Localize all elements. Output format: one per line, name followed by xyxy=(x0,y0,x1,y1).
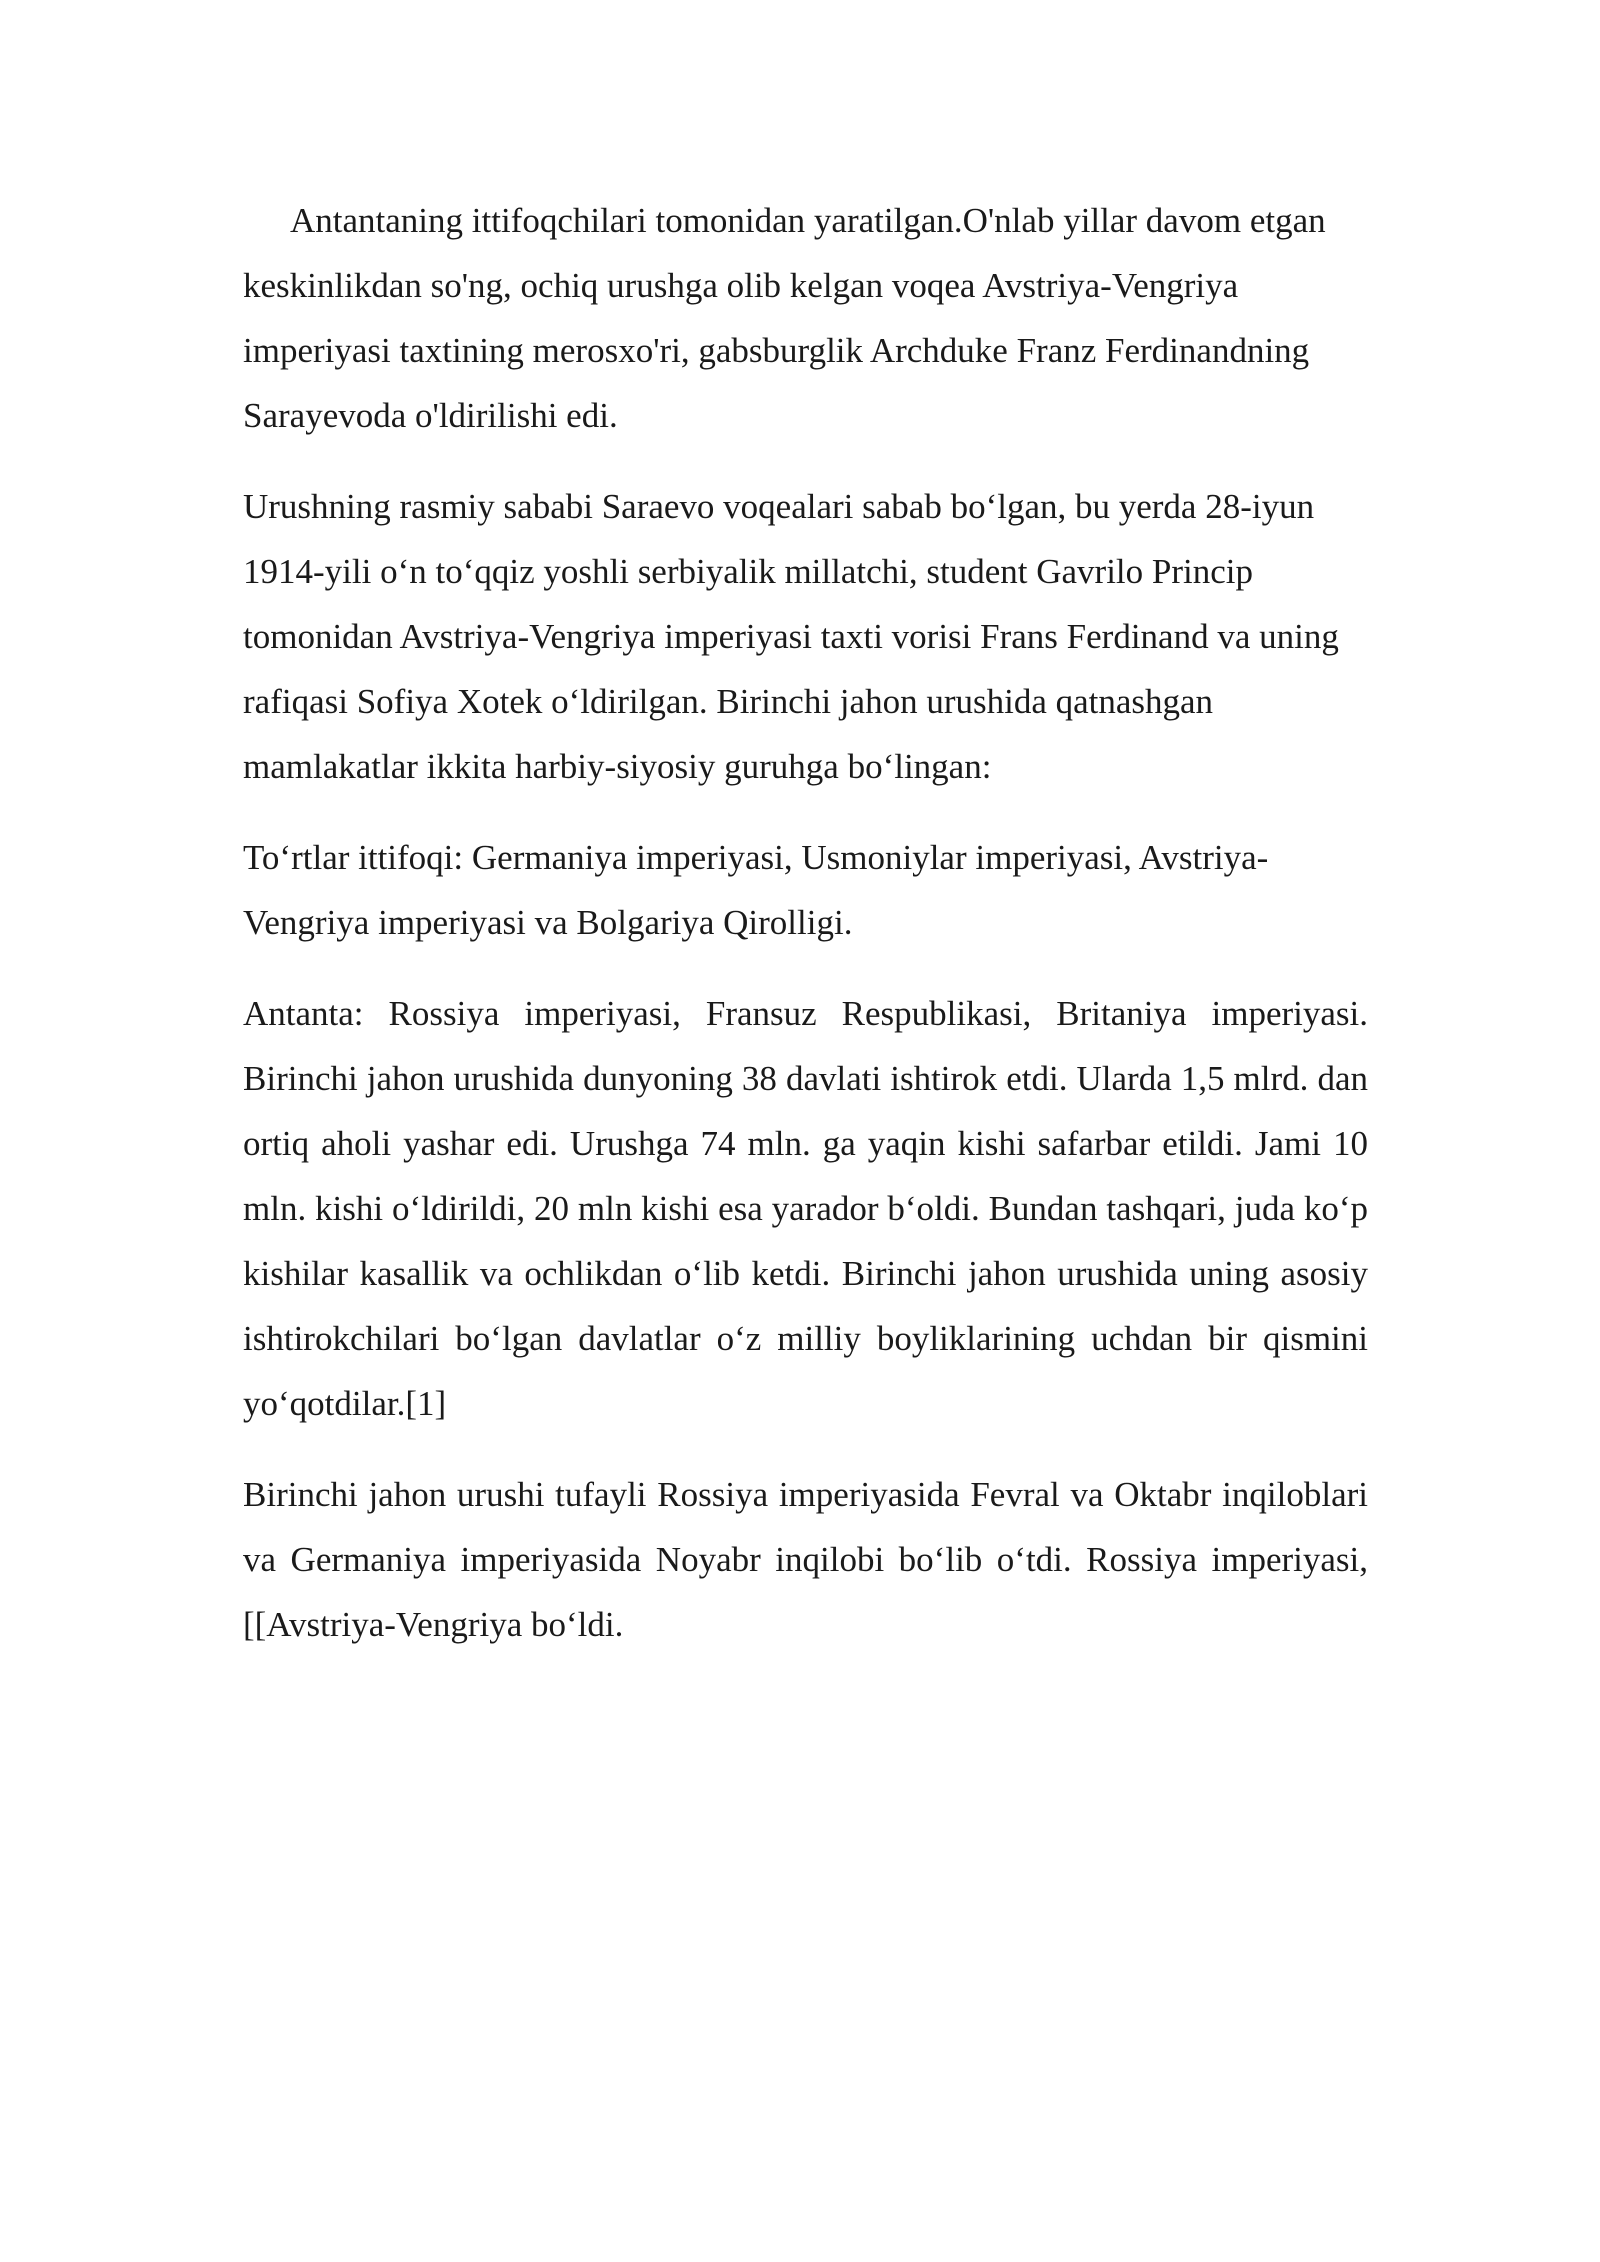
paragraph-central-powers: To‘rtlar ittifoqi: Germaniya imperiyasi, Usmoniylar imperiyasi, Avstriya-Vengriya imperiyasi va Bolgariya Qirolligi. xyxy=(243,838,1269,942)
document-body xyxy=(243,188,1368,1683)
paragraph-sarajevo: Urushning rasmiy sababi Saraevo voqealari sabab bo‘lgan, bu yerda 28-iyun 1914-yili o‘n to‘qqiz yoshli serbiyalik millatchi, student Gavrilo Princip tomonidan Avstriya-Vengriya imperiyasi taxti vorisi Frans Ferdinand va uning rafiqasi Sofiya Xotek o‘ldirilgan. Birinchi jahon urushida qatnashgan mamlakatlar ikkita harbiy-siyosiy guruhga bo‘lingan: xyxy=(243,487,1339,786)
paragraph-intro: Antantaning ittifoqchilari tomonidan yaratilgan.O'nlab yillar davom etgan keskinlikdan so'ng, ochiq urushga olib kelgan voqea Avstriya-Vengriya imperiyasi taxtining merosxo'ri, gabsburglik Archduke Franz Ferdinandning Sarayevoda o'ldirilishi edi. xyxy=(243,201,1326,435)
paragraph-entente: Antanta: Rossiya imperiyasi, Fransuz Respublikasi, Britaniya imperiyasi. Birinchi jahon urushida dunyoning 38 davlati ishtirok etdi. Ularda 1,5 mlrd. dan ortiq aholi yashar edi. Urushga 74 mln. ga yaqin kishi safarbar etildi. Jami 10 mln. kishi o‘ldirildi, 20 mln kishi esa yarador b‘oldi. Bundan tashqari, juda ko‘p kishilar kasallik va ochlikdan o‘lib ketdi. Birinchi jahon urushida uning asosiy ishtirokchilari bo‘lgan davlatlar o‘z milliy boyliklarining uchdan bir qismini yo‘qotdilar.[1] xyxy=(243,994,1368,1423)
paragraph-revolutions: Birinchi jahon urushi tufayli Rossiya imperiyasida Fevral va Oktabr inqiloblari va Germaniya imperiyasida Noyabr inqilobi bo‘lib o‘tdi. Rossiya imperiyasi, [[Avstriya-Vengriya bo‘ldi. xyxy=(243,1475,1368,1644)
